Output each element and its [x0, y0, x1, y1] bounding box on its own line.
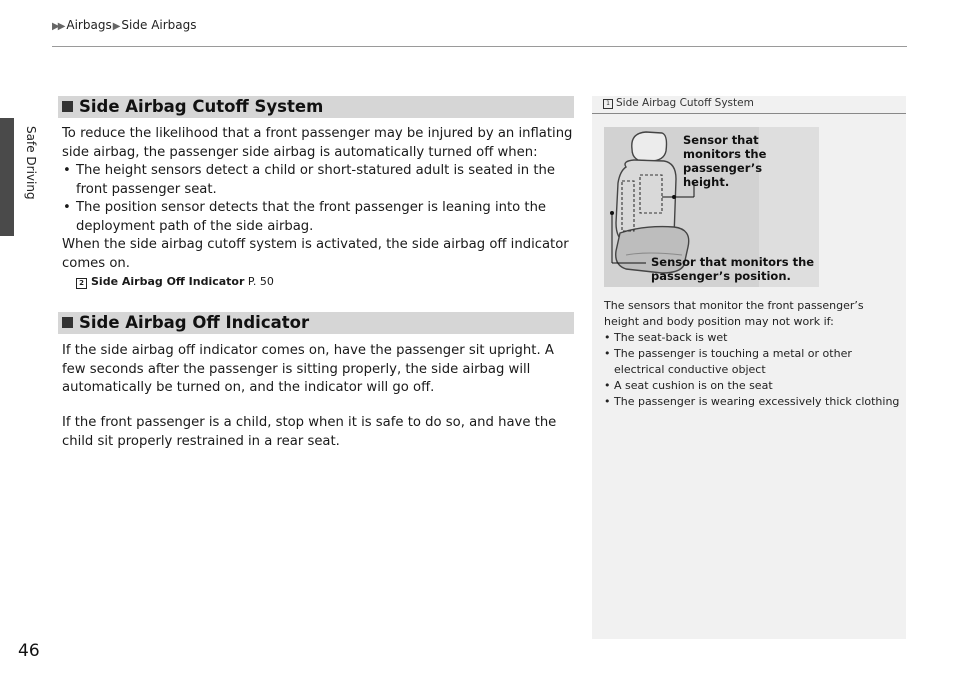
cutoff-body	[62, 125, 574, 273]
section-title-indicator: Side Airbag Off Indicator	[79, 313, 310, 332]
height-sensor-label: Sensor that monitors the passenger’s height.	[683, 133, 767, 189]
panel-bullet-3: A seat cushion is on the seat	[614, 379, 773, 392]
bullet-icon: •	[604, 331, 611, 344]
cross-reference-icon: 2	[76, 278, 87, 289]
panel-intro: The sensors that monitor the front passenger’s height and body position may not work if:	[604, 299, 864, 328]
panel-body	[604, 298, 900, 410]
bullet-icon: •	[604, 379, 611, 392]
panel-bullet-4: The passenger is wearing excessively thick clothing	[614, 395, 900, 408]
breadcrumb-parent[interactable]: Airbags	[66, 18, 112, 32]
list-item	[604, 346, 900, 378]
cutoff-outro: When the side airbag cutoff system is activated, the side airbag off indicator comes on.	[62, 237, 569, 271]
list-item	[62, 199, 574, 236]
section-title-cutoff: Side Airbag Cutoff System	[79, 97, 324, 116]
indicator-para-2: If the front passenger is a child, stop when it is safe to do so, and have the child sit properly restrained in a rear seat.	[62, 415, 557, 449]
list-item	[604, 330, 900, 346]
cutoff-intro: To reduce the likelihood that a front passenger may be injured by an inflating side airbag, the passenger side airbag is automatically turned off when:	[62, 126, 573, 160]
chapter-tab-marker	[0, 118, 14, 236]
section-square-icon	[62, 101, 73, 112]
list-item	[604, 378, 900, 394]
panel-bullet-2: The passenger is touching a metal or other electrical conductive object	[614, 347, 852, 376]
bullet-icon: •	[63, 200, 71, 215]
cross-reference-link[interactable]	[76, 275, 274, 289]
indicator-para-1: If the side airbag off indicator comes on, have the passenger sit upright. A few seconds after the passenger is sitting properly, the side airbag will automatically be turned on, and the indicator will go off.	[62, 343, 554, 395]
chapter-tab-label[interactable]: Safe Driving	[24, 126, 38, 200]
section-square-icon	[62, 317, 73, 328]
list-item	[604, 394, 900, 410]
panel-divider	[592, 113, 906, 114]
page-number: 46	[18, 641, 40, 661]
note-marker-icon: 1	[603, 99, 613, 109]
breadcrumb	[52, 18, 197, 32]
list-item	[62, 162, 574, 199]
breadcrumb-current: Side Airbags	[121, 18, 197, 32]
bullet-icon: •	[63, 163, 71, 178]
section-heading-cutoff	[58, 96, 574, 118]
header-divider	[52, 46, 907, 47]
panel-title: Side Airbag Cutoff System	[616, 97, 754, 109]
cross-reference-page[interactable]: P. 50	[247, 275, 274, 288]
cross-reference-label[interactable]: Side Airbag Off Indicator	[91, 275, 245, 288]
cutoff-bullet-1: The height sensors detect a child or short-statured adult is seated in the front passenger seat.	[76, 163, 555, 197]
bullet-icon: •	[604, 395, 611, 408]
breadcrumb-arrow-icon: ▶▶	[52, 21, 64, 32]
panel-bullet-1: The seat-back is wet	[614, 331, 728, 344]
position-sensor-label: Sensor that monitors the passenger’s position.	[651, 255, 815, 283]
section-heading-indicator	[58, 312, 574, 334]
bullet-icon: •	[604, 347, 611, 360]
panel-heading	[603, 97, 754, 109]
breadcrumb-separator-icon: ▶	[112, 21, 119, 32]
cutoff-bullet-2: The position sensor detects that the front passenger is leaning into the deployment path of the side airbag.	[76, 200, 547, 234]
